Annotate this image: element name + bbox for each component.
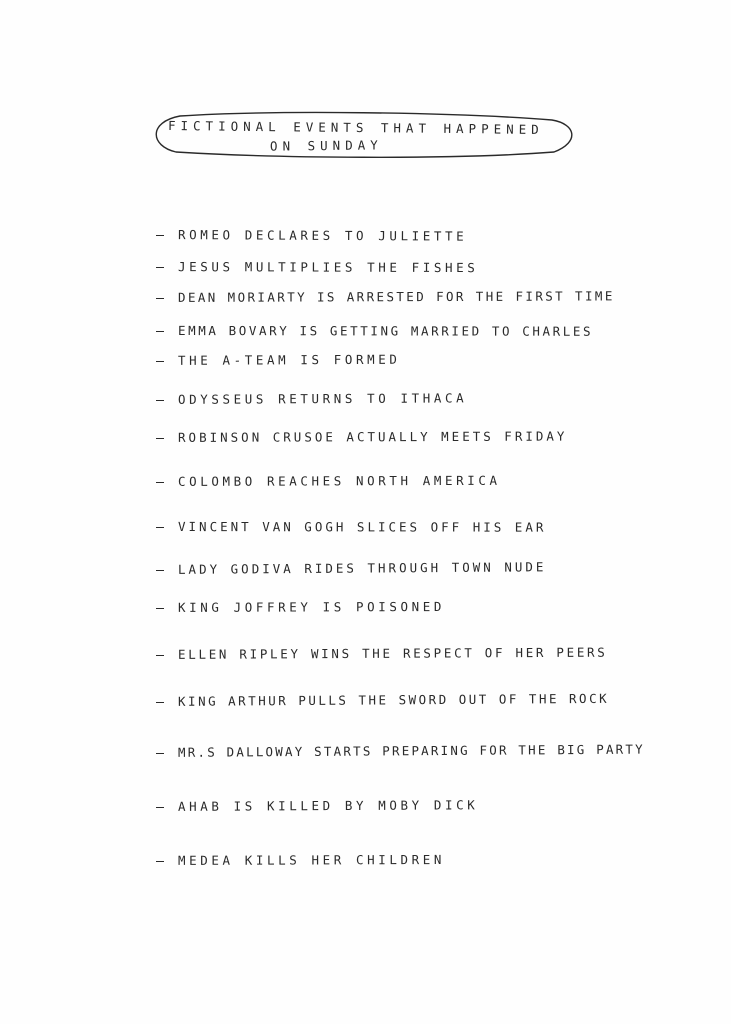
list-item-text: ROBINSON CRUSOE ACTUALLY MEETS FRIDAY: [177, 428, 568, 445]
list-item-text: COLOMBO REACHES NORTH AMERICA: [177, 472, 501, 489]
bullet-dash: [156, 400, 164, 401]
bullet-dash: [156, 331, 164, 332]
bullet-dash: [156, 655, 164, 656]
list-item: [156, 323, 593, 339]
list-item: [156, 288, 615, 305]
list-item-text: KING JOFFREY IS POISONED: [177, 598, 446, 615]
list-item: [156, 852, 445, 868]
bullet-dash: [156, 570, 164, 571]
list-item-text: JESUS MULTIPLIES THE FISHES: [177, 259, 479, 276]
bullet-dash: [156, 235, 164, 236]
bullet-dash: [156, 807, 164, 808]
list-item-text: ROMEO DECLARES TO JULIETTE: [177, 227, 468, 244]
list-item: [156, 390, 467, 407]
list-item: [156, 429, 568, 445]
list-item: [156, 259, 478, 275]
list-item-text: ELLEN RIPLEY WINS THE RESPECT OF HER PEERS: [177, 644, 608, 662]
list-item-text: DEAN MORIARTY IS ARRESTED FOR THE FIRST TIME: [177, 288, 615, 305]
list-item: [156, 797, 478, 814]
bullet-dash: [156, 267, 164, 268]
list-item-text: ODYSSEUS RETURNS TO ITHACA: [177, 390, 468, 407]
bullet-dash: [156, 702, 164, 703]
list-item: [156, 645, 608, 662]
list-item-text: AHAB IS KILLED BY MOBY DICK: [177, 797, 479, 814]
list-item: [156, 742, 645, 760]
title-line-1: FICTIONAL EVENTS THAT HAPPENED: [167, 118, 544, 137]
list-item: [156, 559, 547, 577]
title-line-2: ON SUNDAY: [269, 137, 383, 154]
list-item-text: EMMA BOVARY IS GETTING MARRIED TO CHARLES: [177, 323, 594, 339]
list-item-text: THE A-TEAM IS FORMED: [177, 351, 401, 368]
bullet-dash: [156, 608, 164, 609]
bullet-dash: [156, 298, 164, 299]
list-item-text: VINCENT VAN GOGH SLICES OFF HIS EAR: [177, 519, 547, 535]
bullet-dash: [156, 753, 164, 754]
bullet-dash: [156, 861, 164, 862]
list-item-text: LADY GODIVA RIDES THROUGH TOWN NUDE: [177, 559, 547, 577]
list-item-text: MEDEA KILLS HER CHILDREN: [177, 851, 446, 868]
list-item: [156, 352, 401, 368]
list-item-text: MR.S DALLOWAY STARTS PREPARING FOR THE BIG PARTY: [177, 741, 645, 760]
list-item-text: KING ARTHUR PULLS THE SWORD OUT OF THE ROCK: [177, 690, 610, 709]
list-item: [156, 519, 546, 535]
bullet-dash: [156, 482, 164, 483]
bullet-dash: [156, 361, 164, 362]
list-item: [156, 599, 445, 615]
list-item: [156, 473, 501, 489]
list-item: [156, 227, 467, 244]
list-item: [156, 691, 609, 709]
bullet-dash: [156, 527, 164, 528]
bullet-dash: [156, 438, 164, 439]
